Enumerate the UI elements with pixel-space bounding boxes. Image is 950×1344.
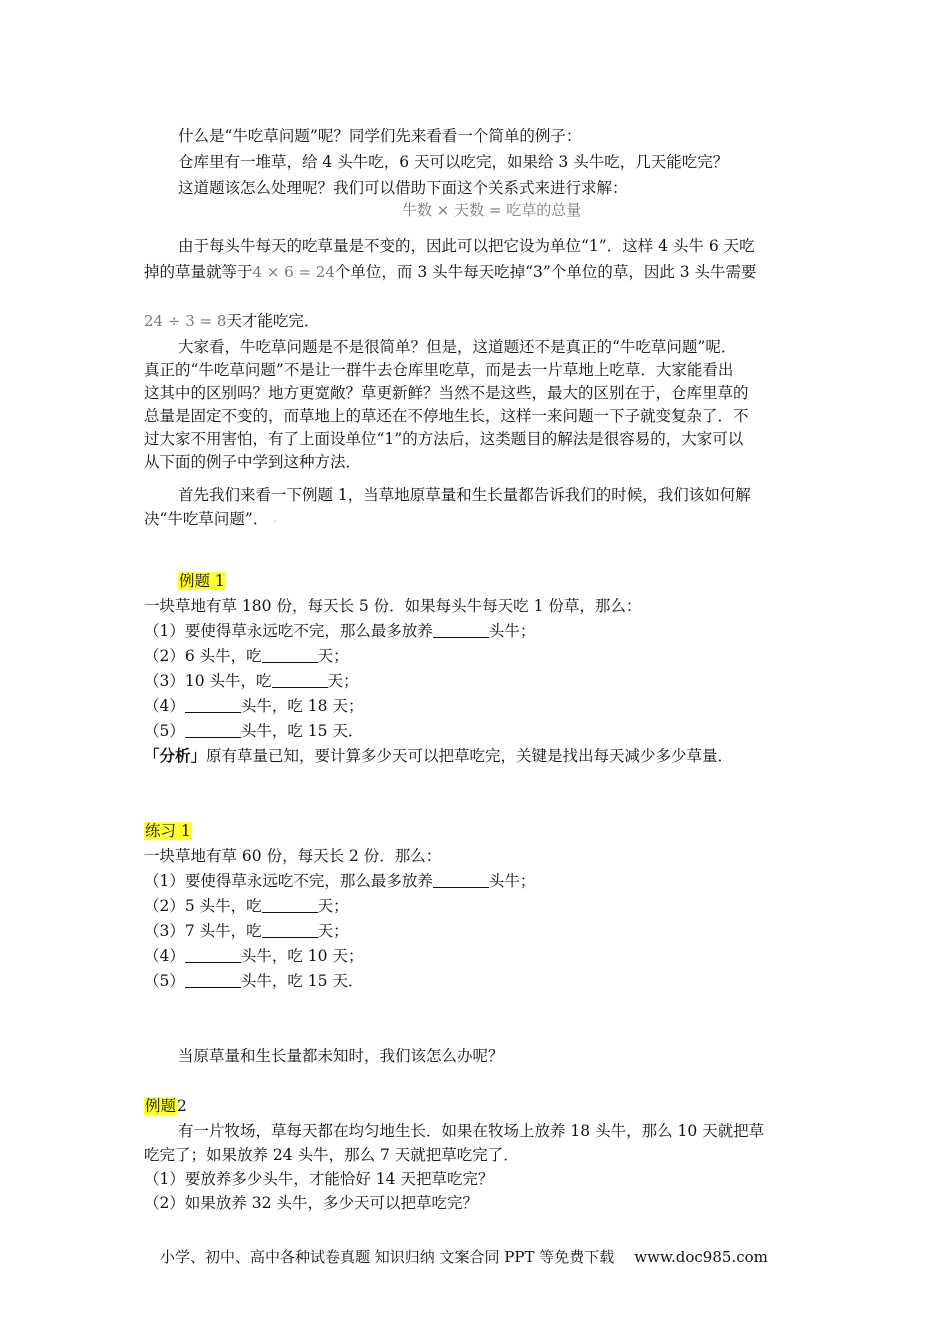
para-2-line-4: 总量是固定不变的，而草地上的草还在不停地生长，这样一来问题一下子就变复杂了．不 [144, 407, 749, 425]
example-1-q3 [144, 670, 359, 692]
text: 掉的草量就等于 [144, 263, 253, 281]
text: （5） [144, 972, 185, 990]
text: （4） [144, 697, 185, 715]
answer-blank[interactable] [185, 948, 241, 963]
example-2-q1: （1）要放养多少头牛，才能恰好 14 天把草吃完？ [144, 1170, 494, 1188]
para-3-line-2 [144, 508, 277, 532]
practice-1-q3 [144, 920, 349, 942]
formula: 牛数 × 天数 = 吃草的总量 [402, 201, 582, 219]
para-1-line-2 [144, 261, 757, 283]
example-1-analysis [144, 745, 733, 767]
para-2-line-3: 这其中的区别吗？地方更宽敞？草更新鲜？当然不是这些，最大的区别在于，仓库里草的 [144, 384, 749, 402]
text: 头牛，吃 18 天； [240, 697, 364, 715]
answer-blank[interactable] [185, 723, 241, 738]
answer-blank[interactable] [433, 623, 489, 638]
text: （1）要使得草永远吃不完，那么最多放养 [144, 622, 433, 640]
practice-1-q1 [144, 870, 535, 892]
label-number: 2 [177, 1097, 187, 1115]
intro-line-3: 这道题该怎么处理呢？我们可以借助下面这个关系式来进行求解： [178, 179, 628, 197]
example-2-label [144, 1095, 187, 1117]
text: 头牛，吃 15 天． [240, 722, 364, 740]
text: （4） [144, 947, 185, 965]
para-3-line-1: 首先我们来看一下例题 1，当草地原草量和生长量都告诉我们的时候，我们该如何解 [178, 486, 751, 504]
example-1-q1 [144, 620, 535, 642]
text: 天； [317, 647, 349, 665]
label-text: 例题 [145, 1097, 177, 1115]
example-1-q5 [144, 720, 363, 742]
text: 头牛； [488, 872, 536, 890]
practice-1-label [144, 820, 192, 842]
text: 决“牛吃草问题”． [144, 510, 269, 528]
answer-blank[interactable] [262, 648, 318, 663]
analysis-label: 「分析」 [144, 746, 207, 765]
text: 头牛； [488, 622, 536, 640]
answer-blank[interactable] [262, 923, 318, 938]
text: （1）要使得草永远吃不完，那么最多放养 [144, 872, 433, 890]
example-2-q2: （2）如果放养 32 头牛，多少天可以把草吃完？ [144, 1194, 478, 1212]
answer-blank[interactable] [185, 973, 241, 988]
practice-1-stem: 一块草地有草 60 份，每天长 2 份．那么： [144, 847, 442, 865]
para-2-line-1: 大家看，牛吃草问题是不是很简单？但是，这道题还不是真正的“牛吃草问题”呢． [178, 338, 737, 356]
text: 个单位，而 3 头牛每天吃掉“3”个单位的草，因此 3 头牛需要 [334, 263, 757, 281]
example-1-q4 [144, 695, 363, 717]
text: 天； [317, 897, 349, 915]
label-text: 练习 1 [145, 822, 191, 840]
footer-link[interactable]: www.doc985.com [634, 1248, 768, 1266]
example-1-q2 [144, 645, 349, 667]
answer-blank[interactable] [433, 873, 489, 888]
text: 头牛，吃 15 天． [240, 972, 364, 990]
text: 天才能吃完． [226, 312, 320, 330]
practice-1-q4 [144, 945, 363, 967]
answer-blank[interactable] [272, 673, 328, 688]
para-2-line-6: 从下面的例子中学到这种方法． [144, 453, 362, 471]
footer-text: 小学、初中、高中各种试卷真题 知识归纳 文案合同 PPT 等免费下载 [160, 1248, 615, 1266]
practice-1-q5 [144, 970, 363, 992]
mark: - [273, 514, 278, 527]
example-1-label [178, 570, 226, 592]
text: （5） [144, 722, 185, 740]
text: （2）5 头牛，吃 [144, 897, 262, 915]
example-2-stem-line-2: 吃完了；如果放养 24 头牛，那么 7 天就把草吃完了． [144, 1146, 519, 1164]
page-footer [160, 1246, 768, 1267]
text: 天； [317, 922, 349, 940]
text: （2）6 头牛，吃 [144, 647, 262, 665]
para-2-line-2: 真正的“牛吃草问题”不是让一群牛去仓库里吃草，而是去一片草地上吃草．大家能看出 [144, 361, 734, 379]
answer-blank[interactable] [262, 898, 318, 913]
para-1-line-3 [144, 310, 319, 332]
analysis-text: 原有草量已知，要计算多少天可以把草吃完，关键是找出每天减少多少草量． [206, 747, 734, 765]
text: 天； [327, 672, 359, 690]
equation: 4 × 6 = 24 [252, 263, 335, 281]
equation: 24 ÷ 3 = 8 [144, 312, 227, 330]
example-1-stem: 一块草地有草 180 份，每天长 5 份．如果每头牛每天吃 1 份草，那么： [144, 597, 642, 615]
example-2-stem-line-1: 有一片牧场，草每天都在均匀地生长．如果在牧场上放养 18 头牛，那么 10 天就把草 [178, 1122, 765, 1140]
intro-line-1: 什么是“牛吃草问题”呢？同学们先来看看一个简单的例子： [178, 127, 582, 145]
transition-text: 当原草量和生长量都未知时，我们该怎么办呢？ [178, 1047, 504, 1065]
text: （3）10 头牛，吃 [144, 672, 272, 690]
para-1-line-1: 由于每头牛每天的吃草量是不变的，因此可以把它设为单位“1”．这样 4 头牛 6 天吃 [178, 237, 755, 255]
text: 头牛，吃 10 天； [240, 947, 364, 965]
practice-1-q2 [144, 895, 349, 917]
para-2-line-5: 过大家不用害怕，有了上面设单位“1”的方法后，这类题目的解法是很容易的，大家可以 [144, 430, 744, 448]
answer-blank[interactable] [185, 698, 241, 713]
text: （3）7 头牛，吃 [144, 922, 262, 940]
intro-line-2: 仓库里有一堆草，给 4 头牛吃，6 天可以吃完，如果给 3 头牛吃，几天能吃完？ [178, 153, 729, 171]
label-text: 例题 1 [179, 572, 225, 590]
